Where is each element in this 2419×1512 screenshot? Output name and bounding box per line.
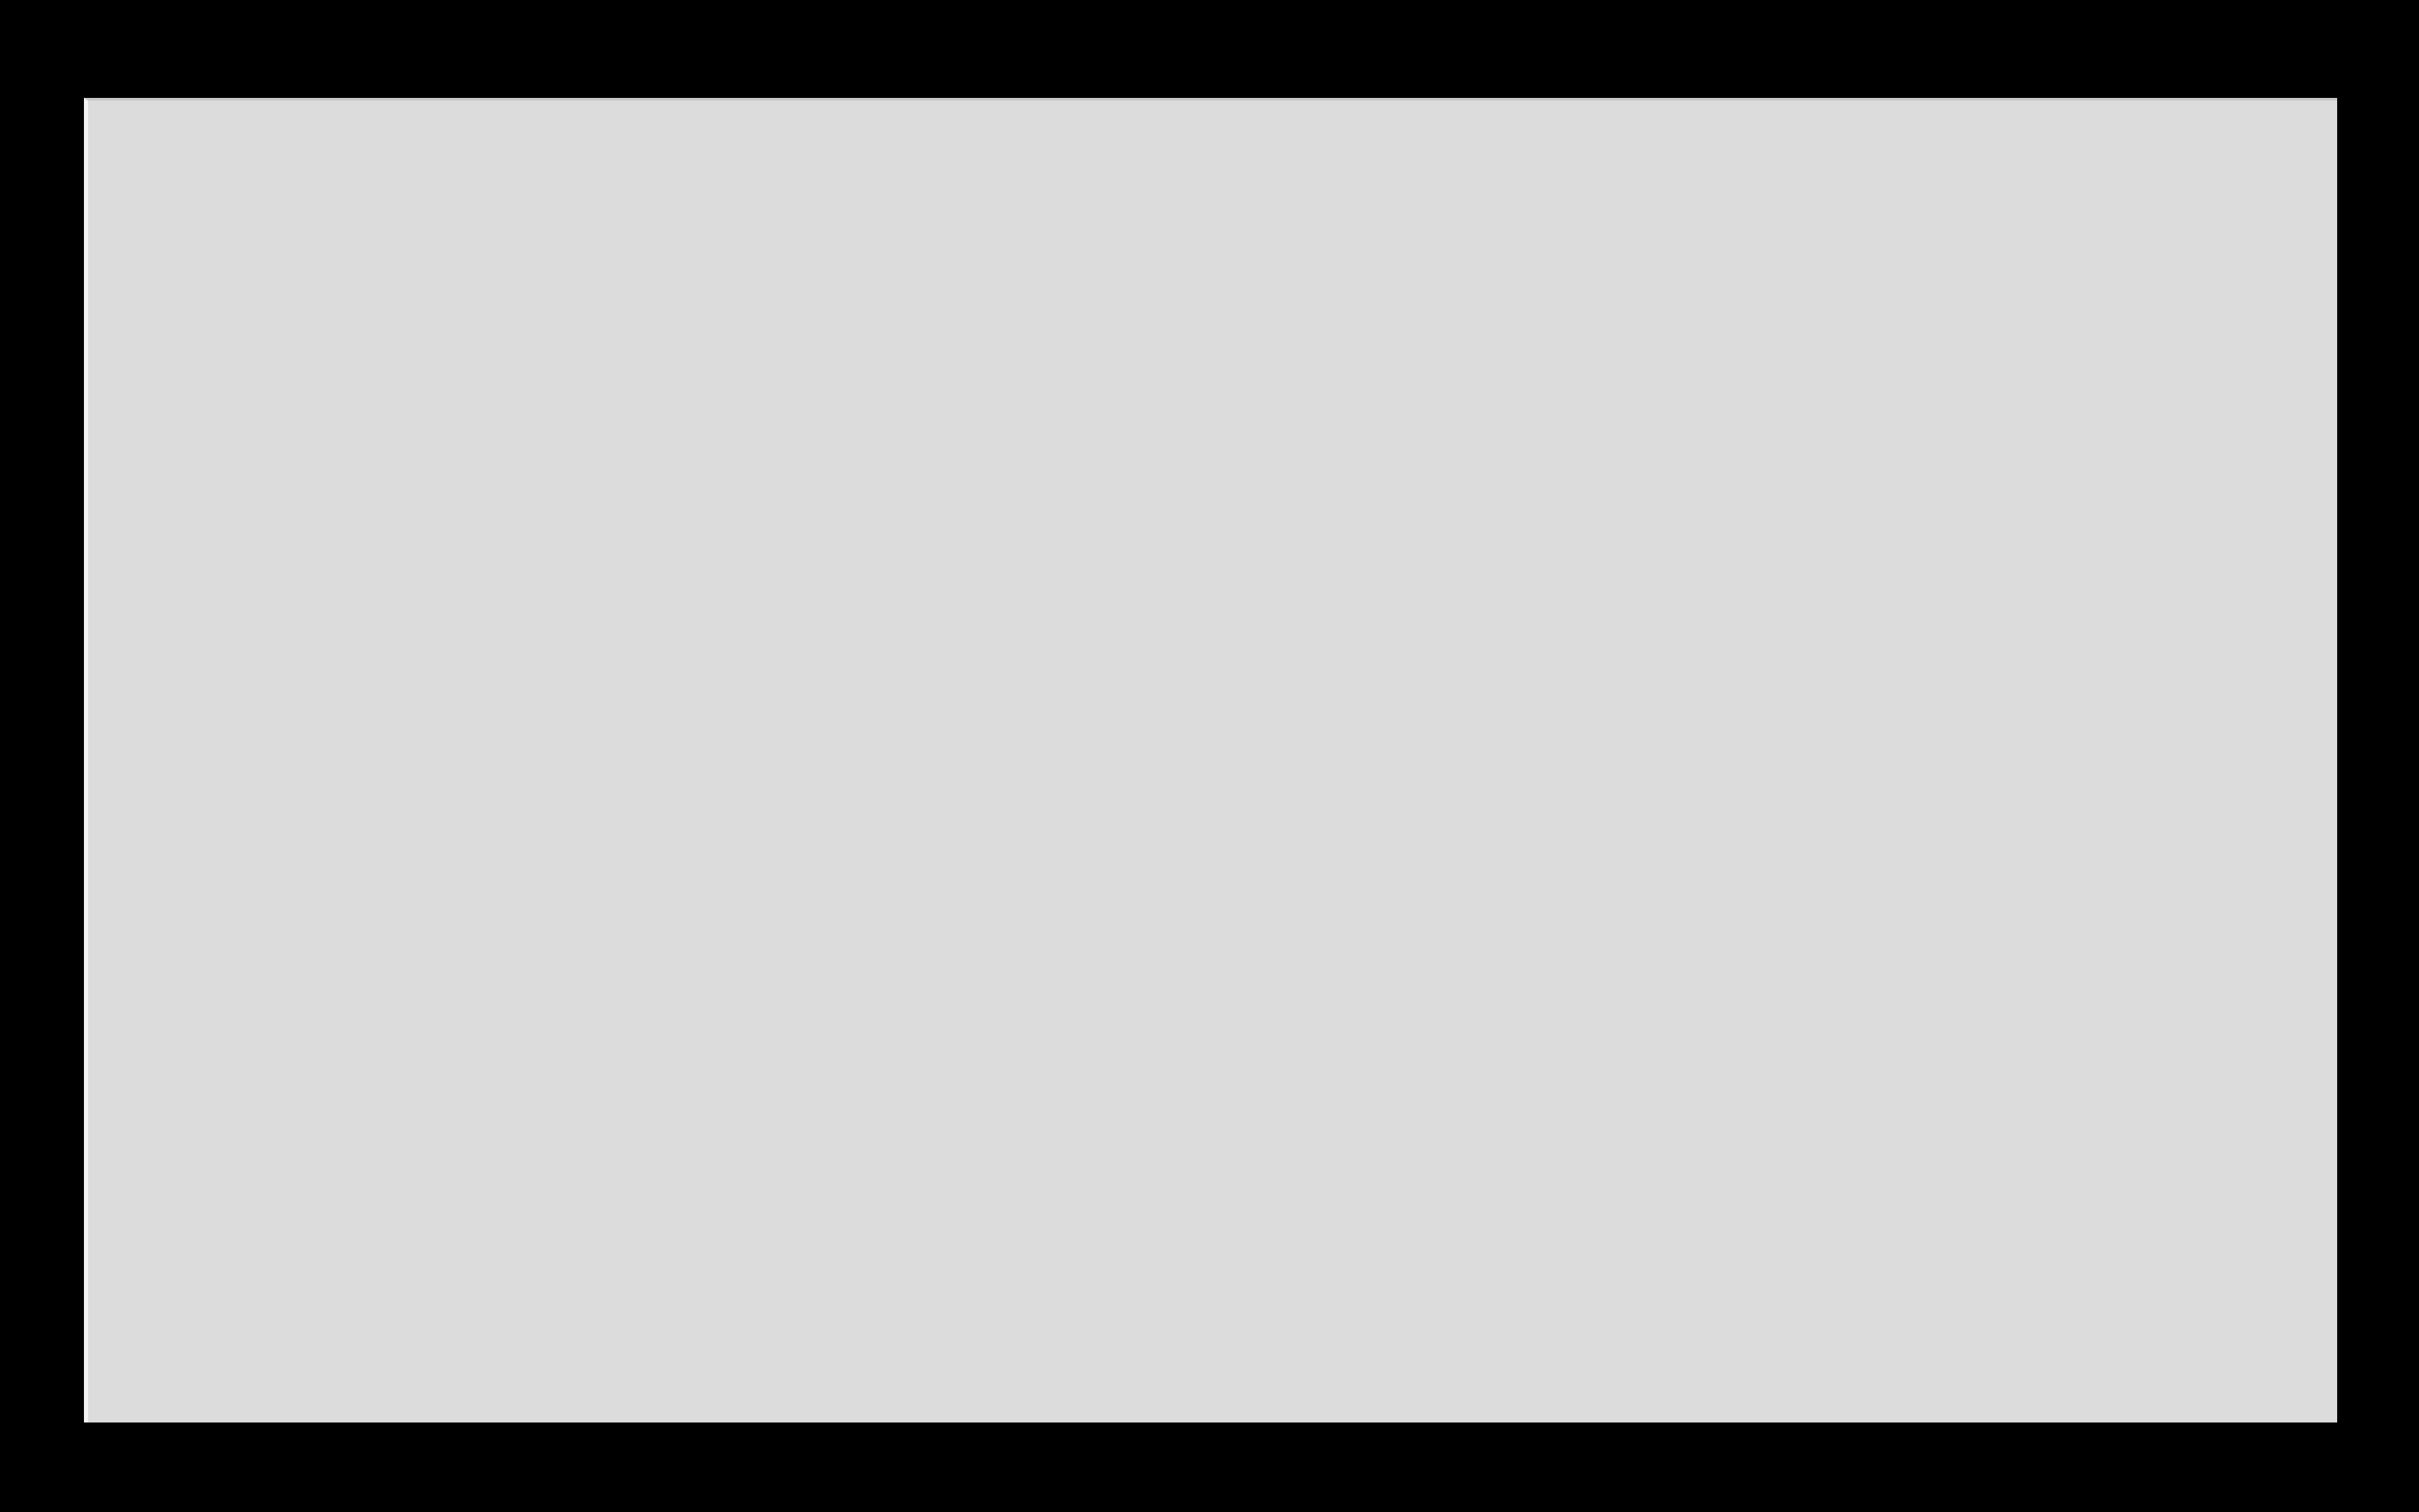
middle-section [116,446,2330,919]
census-card [84,98,2337,1422]
top-crop-table [116,106,2330,446]
lease-table [116,920,2330,1406]
